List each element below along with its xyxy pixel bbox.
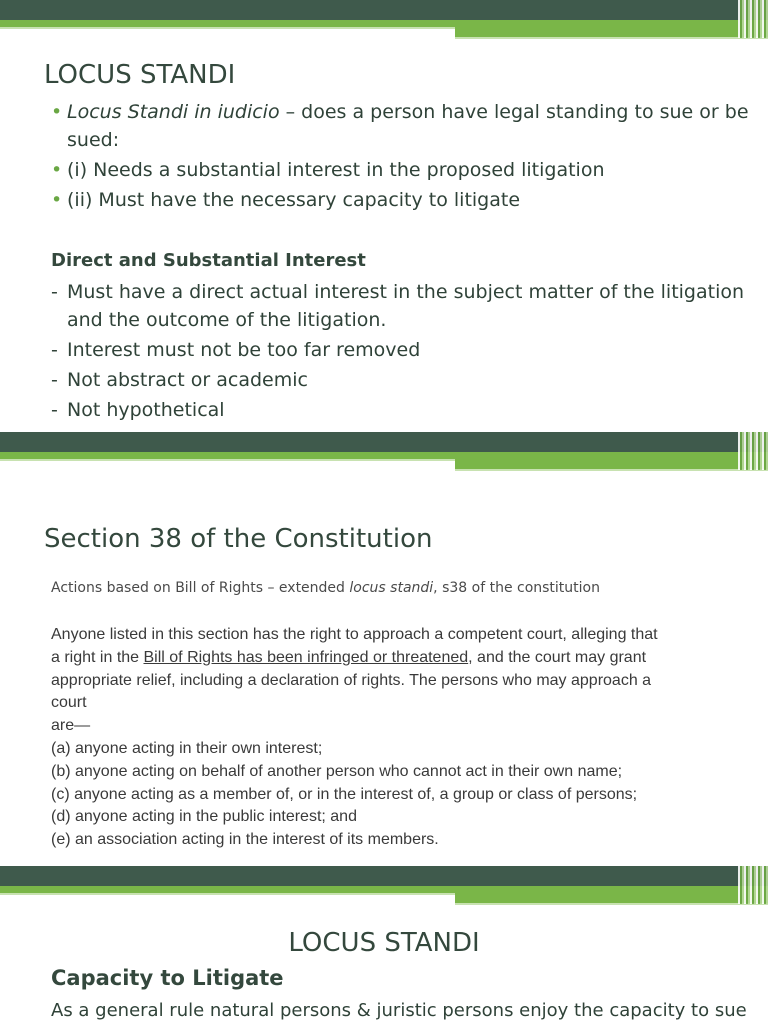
section-38-text <box>51 624 756 852</box>
slide-title: LOCUS STANDI <box>288 928 480 958</box>
header-band <box>0 866 768 906</box>
slide-title: LOCUS STANDI <box>44 60 236 90</box>
dash-text: Not hypothetical <box>67 399 225 421</box>
list-item: (d) anyone acting in the public interest; and <box>51 808 357 826</box>
paragraph-line: appropriate relief, including a declaration of rights. The persons who may approach a <box>51 671 652 689</box>
bullet-icon: • <box>51 189 63 211</box>
dash-icon: - <box>51 369 58 391</box>
dash-text: Must have a direct actual interest in the subject matter of the litigation <box>67 281 745 303</box>
list-item: (b) anyone acting on behalf of another person who cannot act in their own name; <box>51 762 623 780</box>
dash-item <box>51 396 761 424</box>
bullet-lead: Locus Standi in iudicio <box>67 101 280 123</box>
header-band <box>0 432 768 472</box>
slide-title: Section 38 of the Constitution <box>44 524 433 554</box>
section-subheading: Capacity to Litigate <box>51 966 284 990</box>
dash-icon: - <box>51 399 58 421</box>
slide-capacity <box>0 866 768 1024</box>
paragraph-line: are— <box>51 717 91 735</box>
bullet-text-cont: sued: <box>67 129 120 151</box>
dash-item <box>51 278 761 334</box>
bullet-icon: • <box>51 159 63 181</box>
dash-text: Not abstract or academic <box>67 369 308 391</box>
paragraph-line: Anyone listed in this section has the right to approach a competent court, alleging that <box>51 626 658 643</box>
bullet-item <box>51 156 761 184</box>
list-item: (e) an association acting in the interest of its members. <box>51 831 439 849</box>
dash-icon: - <box>51 339 58 361</box>
paragraph-line: court <box>51 694 87 712</box>
bullet-item <box>51 186 761 214</box>
dash-text: Interest must not be too far removed <box>67 339 421 361</box>
bullet-text: (ii) Must have the necessary capacity to litigate <box>67 189 521 211</box>
header-band <box>0 0 768 40</box>
dash-item <box>51 336 761 364</box>
slide-caption: Actions based on Bill of Rights – extended locus standi, s38 of the constitution <box>51 580 600 596</box>
list-item: (a) anyone acting in their own interest; <box>51 739 323 757</box>
dash-text-cont: and the outcome of the litigation. <box>67 309 387 331</box>
bullet-icon: • <box>51 101 63 123</box>
bullet-text: (i) Needs a substantial interest in the proposed litigation <box>67 159 605 181</box>
slide-section-38 <box>0 432 768 866</box>
bill-of-rights-link-text: Bill of Rights has been infringed or threatened <box>143 648 469 666</box>
dash-item <box>51 366 761 394</box>
dash-icon: - <box>51 281 58 303</box>
slide-locus-standi <box>0 0 768 432</box>
list-item: (c) anyone acting as a member of, or in the interest of, a group or class of persons; <box>51 785 638 803</box>
body-text: As a general rule natural persons & juristic persons enjoy the capacity to sue <box>51 1000 747 1021</box>
paragraph-line: a right in the Bill of Rights has been infringed or threatened, and the court may grant <box>51 648 647 666</box>
section-subheading: Direct and Substantial Interest <box>51 250 366 271</box>
bullet-item <box>51 98 761 154</box>
bullet-text: – does a person have legal standing to sue or be <box>279 101 749 123</box>
